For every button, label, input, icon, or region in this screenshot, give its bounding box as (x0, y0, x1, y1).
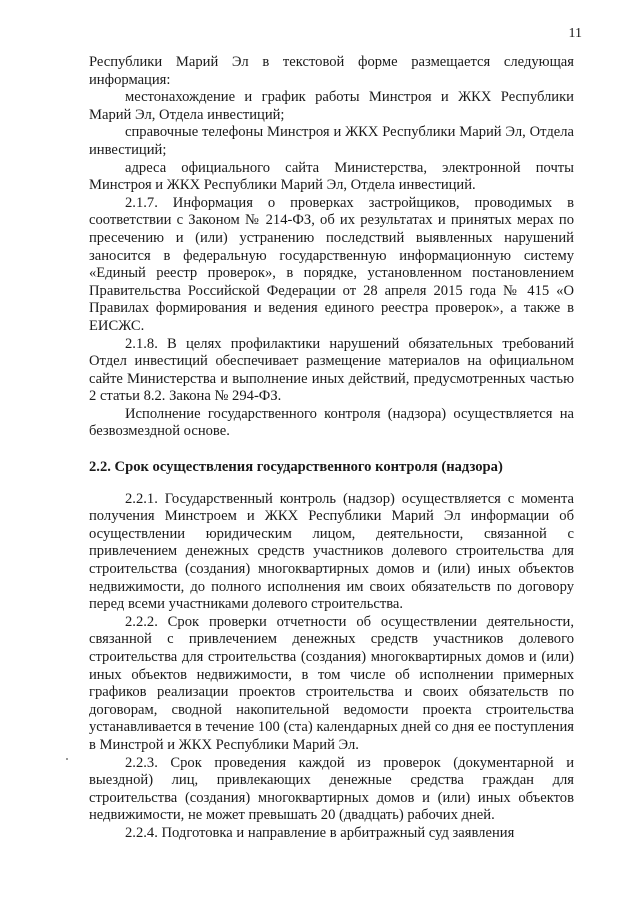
section-heading-2-2: 2.2. Срок осуществления государственного контроля (надзора) (89, 459, 503, 476)
paragraph-free-of-charge: Исполнение государственного контроля (надзора) осуществляется на безвозмездной основе. (89, 405, 574, 440)
page-number: 11 (568, 26, 582, 41)
paragraph-2-2-1: 2.2.1. Государственный контроль (надзор) осуществляется с момента получения Минстроем и ЖКХ Республики Марий Эл информации об осуществлении юридическим лицом, деятельности, связанной с привлечением денежных средств участников долевого строительства для строительства (создания) многоквартирных домов и (или) иных объектов недвижимости, до полного исполнения им своих обязательств по договору перед всеми участниками долевого строительства. (89, 490, 574, 613)
paragraph-addresses: адреса официального сайта Министерства, электронной почты Минстроя и ЖКХ Республики Марий Эл, Отдела инвестиций. (89, 159, 574, 194)
document-body (89, 54, 574, 843)
scan-speck (66, 758, 68, 760)
paragraph-2-1-8: 2.1.8. В целях профилактики нарушений обязательных требований Отдел инвестиций обеспечивает размещение материалов на официальном сайте Министерства и выполнение иных действий, предусмотренных частью 2 статьи 8.2. Закона № 294-ФЗ. (89, 335, 574, 405)
paragraph-phones: справочные телефоны Минстроя и ЖКХ Республики Марий Эл, Отдела инвестиций; (89, 124, 574, 158)
paragraph-location: местонахождение и график работы Минстроя и ЖКХ Республики Марий Эл, Отдела инвестиций; (89, 89, 574, 123)
paragraph-2-2-3: 2.2.3. Срок проведения каждой из проверок (документарной и выездной) лиц, привлекающих денежные средства граждан для строительства (создания) многоквартирных домов и (или) иных объектов недвижимости, не может превышать 20 (двадцать) рабочих дней. (89, 754, 574, 824)
paragraph-2-2-2: 2.2.2. Срок проверки отчетности об осуществлении деятельности, связанной с привлечением денежных средств участников долевого строительства для строительства (создания) многоквартирных домов и (или) иных объектов недвижимости, в том числе об исполнении примерных графиков реализации проектов строительства и своих обязательств по договорам, сводной накопительной ведомости проекта строительства устанавливается в течение 100 (ста) календарных дней со дня ее поступления в Минстрой и ЖКХ Республики Марий Эл. (89, 613, 574, 753)
paragraph-2-2-4: 2.2.4. Подготовка и направление в арбитражный суд заявления (125, 824, 515, 841)
paragraph-2-1-7: 2.1.7. Информация о проверках застройщиков, проводимых в соответствии с Законом № 214-ФЗ, об их результатах и принятых мерах по пресечению и (или) устранению последствий выявленных нарушений заносится в федеральную государственную информационную систему «Единый реестр проверок», в порядке, установленном постановлением Правительства Российской Федерации от 28 апреля 2015 года № 415 «О Правилах формирования и ведения единого реестра проверок», а также в ЕИСЖС. (89, 194, 574, 334)
paragraph-intro: Республики Марий Эл в текстовой форме размещается следующая информация: (89, 54, 574, 88)
